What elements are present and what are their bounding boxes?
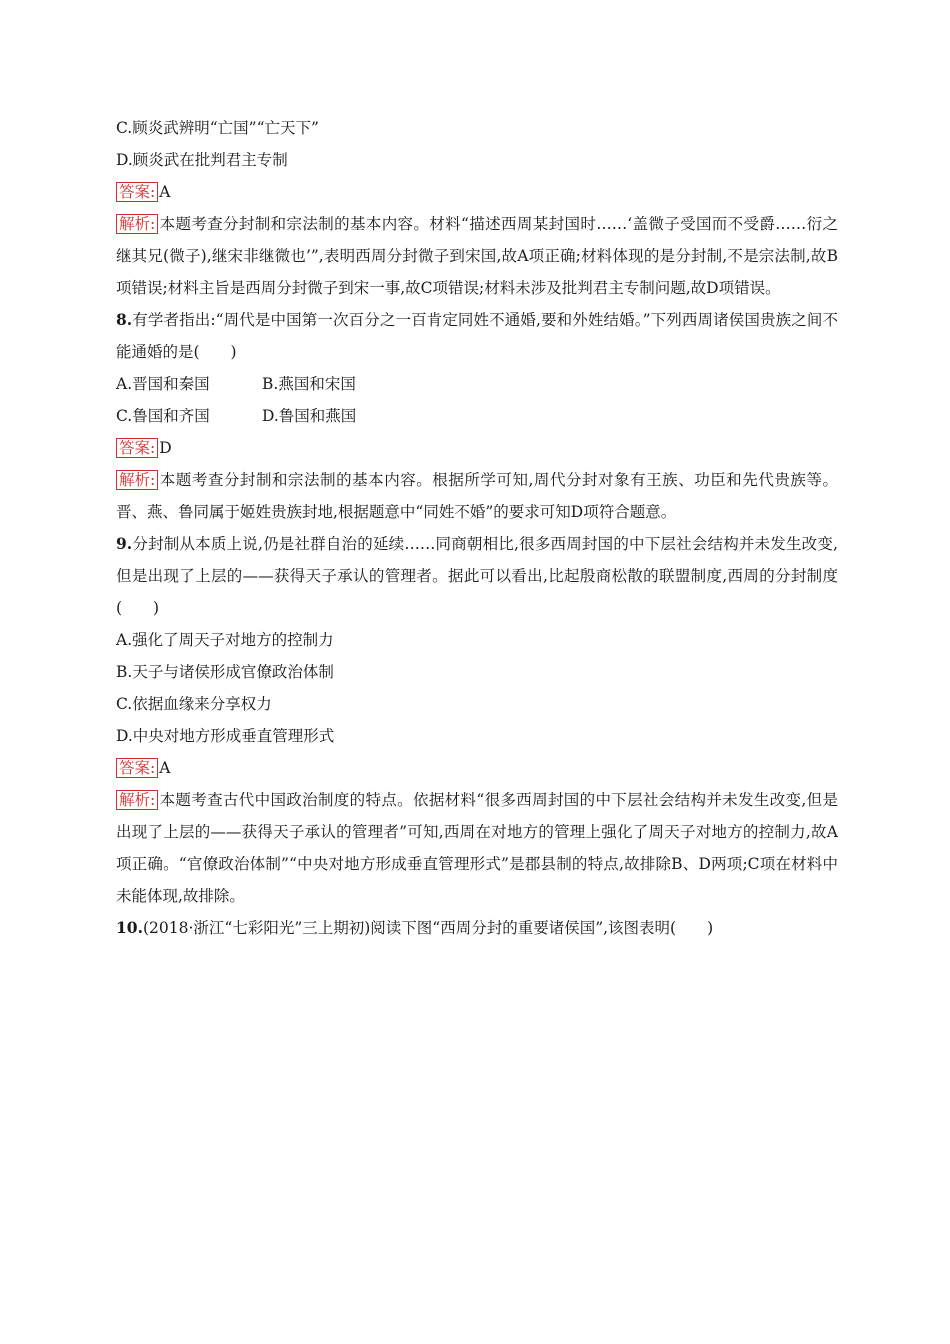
answer-label: 答案: (116, 758, 158, 778)
q8-stem (116, 304, 838, 368)
q9-option-d: D.中央对地方形成垂直管理形式 (116, 727, 335, 745)
analysis-text: 本题考查分封制和宗法制的基本内容。材料“描述西周某封国时……‘盖微子受国而不受爵……衍之继其兄(微子),继宋非继微也’”,表明西周分封微子到宋国,故A项正确;材料体现的是分封制,不是宗法制,故B项错误;材料主旨是西周分封微子到宋一事,故C项错误;材料未涉及批判君主专制问题,故D项错误。 (116, 215, 838, 297)
q8-answer (116, 432, 838, 464)
q7-analysis (116, 208, 838, 304)
q9-stem (116, 528, 838, 624)
q9-answer (116, 752, 838, 784)
analysis-label: 解析: (116, 214, 158, 234)
q9-analysis (116, 784, 838, 912)
q8-option-d: D.鲁国和燕国 (262, 407, 357, 425)
question-stem: (2018·浙江“七彩阳光”三上期初)阅读下图“西周分封的重要诸侯国”,该图表明( ) (142, 919, 714, 937)
answer-value: D (159, 439, 172, 457)
q8-analysis (116, 464, 838, 528)
analysis-text: 本题考查分封制和宗法制的基本内容。根据所学可知,周代分封对象有王族、功臣和先代贵族等。晋、燕、鲁同属于姬姓贵族封地,根据题意中“同姓不婚”的要求可知D项符合题意。 (116, 471, 838, 521)
question-stem: 有学者指出:“周代是中国第一次百分之一百肯定同姓不通婚,要和外姓结婚。”下列西周诸侯国贵族之间不能通婚的是( ) (116, 311, 838, 361)
q7-answer (116, 176, 838, 208)
q8-options-row-2 (116, 400, 838, 432)
q9-option-b: B.天子与诸侯形成官僚政治体制 (116, 663, 334, 681)
question-stem: 分封制从本质上说,仍是社群自治的延续……同商朝相比,很多西周封国的中下层社会结构并未发生改变,但是出现了上层的——获得天子承认的管理者。据此可以看出,比起殷商松散的联盟制度,西周的分封制度( ) (116, 535, 838, 617)
analysis-text: 本题考查古代中国政治制度的特点。依据材料“很多西周封国的中下层社会结构并未发生改变,但是出现了上层的——获得天子承认的管理者”可知,西周在对地方的管理上强化了周天子对地方的控制力,故A项正确。“官僚政治体制”“中央对地方形成垂直管理形式”是郡县制的特点,故排除B、D两项;C项在材料中未能体现,故排除。 (116, 791, 838, 905)
q7-option-d: D.顾炎武在批判君主专制 (116, 151, 288, 169)
question-number: 9. (116, 534, 133, 553)
question-content (116, 112, 838, 944)
q10-stem (116, 912, 838, 944)
answer-label: 答案: (116, 438, 158, 458)
answer-label: 答案: (116, 182, 158, 202)
q9-option-c: C.依据血缘来分享权力 (116, 695, 272, 713)
q8-option-a: A.晋国和秦国 (116, 375, 210, 393)
q7-option-c: C.顾炎武辨明“亡国”“亡天下” (116, 119, 319, 137)
analysis-label: 解析: (116, 790, 158, 810)
question-number: 8. (116, 310, 133, 329)
q8-options-row-1 (116, 368, 838, 400)
q9-option-a: A.强化了周天子对地方的控制力 (116, 631, 334, 649)
q8-option-b: B.燕国和宋国 (262, 375, 356, 393)
q8-option-c: C.鲁国和齐国 (116, 407, 210, 425)
question-number: 10. (116, 918, 143, 937)
analysis-label: 解析: (116, 470, 158, 490)
answer-value: A (159, 759, 171, 777)
answer-value: A (159, 183, 171, 201)
